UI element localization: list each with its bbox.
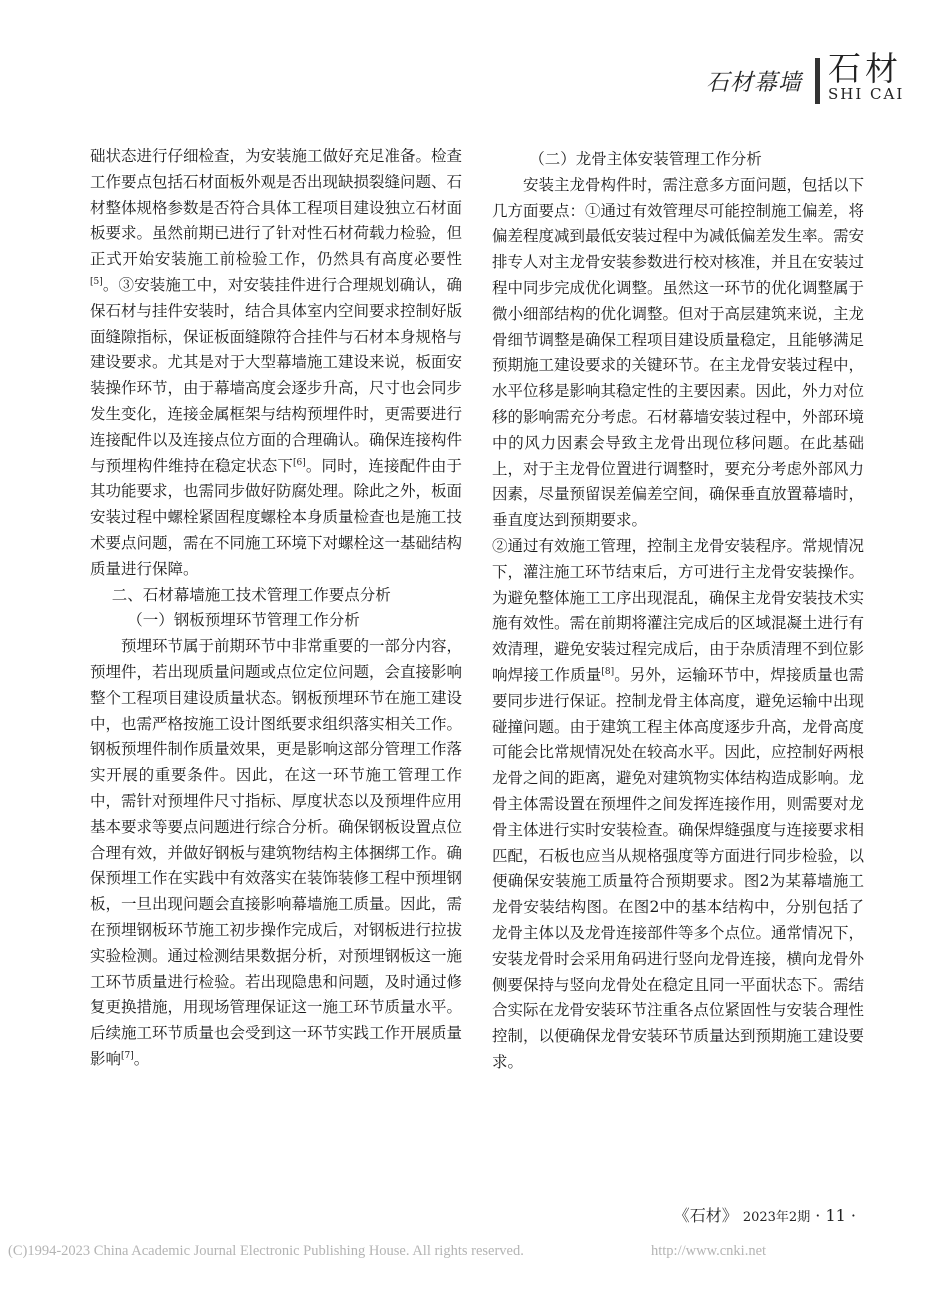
citation-ref[interactable]: [6]: [293, 457, 306, 468]
journal-name: 《石材》: [673, 1206, 738, 1225]
left-column: [90, 144, 462, 1073]
copyright-notice: [8, 1243, 942, 1260]
citation-ref[interactable]: [5]: [90, 276, 103, 287]
paragraph: 安装主龙骨构件时，需注意多方面问题，包括以下几方面要点：①通过有效管理尽可能控制施工偏差，将偏差程度减到最低安装过程中为减低偏差发生率。需安排专人对主龙骨安装参数进行校对核准，并且在安装过程中同步完成优化调整。虽然这一环节的优化调整属于微小细部结构的优化调整。但对于高层建筑来说，主龙骨细节调整是确保工程项目建设质量稳定，且能够满足预期施工建设要求的关键环节。在主龙骨安装过程中，水平位移是影响其稳定性的主要因素。因此，外力对位移的影响需充分考虑。石材幕墙安装过程中，外部环境中的风力因素会导致主龙骨出现位移问题。在此基础上，对于主龙骨位置进行调整时，要充分考虑外部风力因素，尽量预留误差偏差空间，确保垂直放置幕墙时，垂直度达到预期要求。: [492, 175, 865, 530]
citation-ref[interactable]: [8]: [601, 666, 615, 677]
section-heading: 二、石材幕墙施工技术管理工作要点分析: [111, 585, 391, 604]
subsection-heading: （二）龙骨主体安装管理工作分析: [529, 150, 762, 168]
copyright-text: (C)1994-2023 China Academic Journal Electronic Publishing House. All rights reserved.: [8, 1243, 524, 1259]
journal-logo-en: SHI CAI: [828, 85, 905, 103]
page-header: [0, 0, 950, 120]
right-column: [492, 147, 864, 1076]
citation-ref[interactable]: [7]: [121, 1050, 134, 1061]
page-number: · 11 ·: [815, 1206, 856, 1225]
issue-number: 2023年2期: [742, 1210, 811, 1225]
paragraph: 预埋环节属于前期环节中非常重要的一部分内容，预埋件，若出现质量问题或点位定位问题，会直接影响整个工程项目建设质量状态。钢板预埋环节在施工建设中，也需严格按施工设计图纸要求组织落实相关工作。钢板预埋件制作质量效果，更是影响这部分管理工作落实开展的重要条件。因此，在这一环节施工管理工作中，需针对预埋件尺寸指标、厚度状态以及预埋件应用基本要求等要点问题进行综合分析。确保钢板设置点位合理有效，并做好钢板与建筑物结构主体捆绑工作。确保预埋工作在实践中有效落实在装饰装修工程中预埋钢板，一旦出现问题会直接影响幕墙施工质量。因此，需在预埋钢板环节施工初步操作完成后，对钢板进行拉拔实验检测。通过检测结果数据分析，对预埋钢板这一施工环节质量进行检验。若出现隐患和问题，及时通过修复更换措施，用现场管理保证这一施工环节质量水平。后续施工环节质量也会受到这一环节实践工作开展质量影响[7]。: [90, 637, 463, 1068]
paragraph: 础状态进行仔细检查，为安装施工做好充足准备。检查工作要点包括石材面板外观是否出现缺损裂缝问题、石材整体规格参数是否符合具体工程项目建设独立石材面板要求。虽然前期已进行了针对性石材荷载力检验，但正式开始安装施工前检验工作，仍然具有高度必要性[5]。③安装施工中，对安装挂件进行合理规划确认，确保石材与挂件安装时，结合具体室内空间要求控制好版面缝隙指标，保证板面缝隙符合挂件与石材本身规格与建设要求。尤其是对于大型幕墙施工建设来说，板面安装操作环节，由于幕墙高度会逐步升高，尺寸也会同步发生变化，连接金属框架与结构预埋件时，更需要进行连接配件以及连接点位方面的合理确认。确保连接构件与预埋构件维持在稳定状态下[6]。同时，连接配件由于其功能要求，也需同步做好防腐处理。除此之外，板面安装过程中螺栓紧固程度螺栓本身质量检查也是施工技术要点问题，需在不同施工环境下对螺栓这一基础结构质量进行保障。: [90, 147, 463, 578]
journal-logo-cn: 石材: [828, 49, 902, 88]
section-title: 石材幕墙: [706, 70, 802, 96]
subsection-heading: （一）钢板预埋环节管理工作分析: [127, 611, 360, 630]
paragraph: ②通过有效施工管理，控制主龙骨安装程序。常规情况下，灌注施工环节结束后，方可进行主龙骨安装操作。为避免整体施工工序出现混乱，确保主龙骨安装技术实施有效性。需在前期将灌注完成后的区域混凝土进行有效清理，避免安装过程完成后，由于杂质清理不到位影响焊接工作质量[8]。另外，运输环节中，焊接质量也需要同步进行保证。控制龙骨主体高度，避免运输中出现碰撞问题。由于建筑工程主体高度逐步升高，龙骨高度可能会比常规情况处在较高水平。因此，应控制好两根龙骨之间的距离，避免对建筑物实体结构造成影响。龙骨主体需设置在预埋件之间发挥连接作用，则需要对龙骨主体进行实时安装检查。确保焊缝强度与连接要求相匹配，石板也应当从规格强度等方面进行同步检验，以便确保安装施工质量符合预期要求。图2为某幕墙施工龙骨安装结构图。在图2中的基本结构中，分别包括了龙骨主体以及龙骨连接部件等多个点位。通常情况下，安装龙骨时会采用角码进行竖向龙骨连接，横向龙骨外侧要保持与竖向龙骨处在稳定且同一平面状态下。需结合实际在龙骨安装环节注重各点位紧固性与安装合理性控制，以便确保龙骨安装环节质量达到预期施工建设要求。: [492, 536, 865, 1071]
header-divider: [815, 58, 820, 104]
page-footer: [674, 1203, 856, 1226]
cnki-link[interactable]: http://www.cnki.net: [651, 1243, 767, 1259]
